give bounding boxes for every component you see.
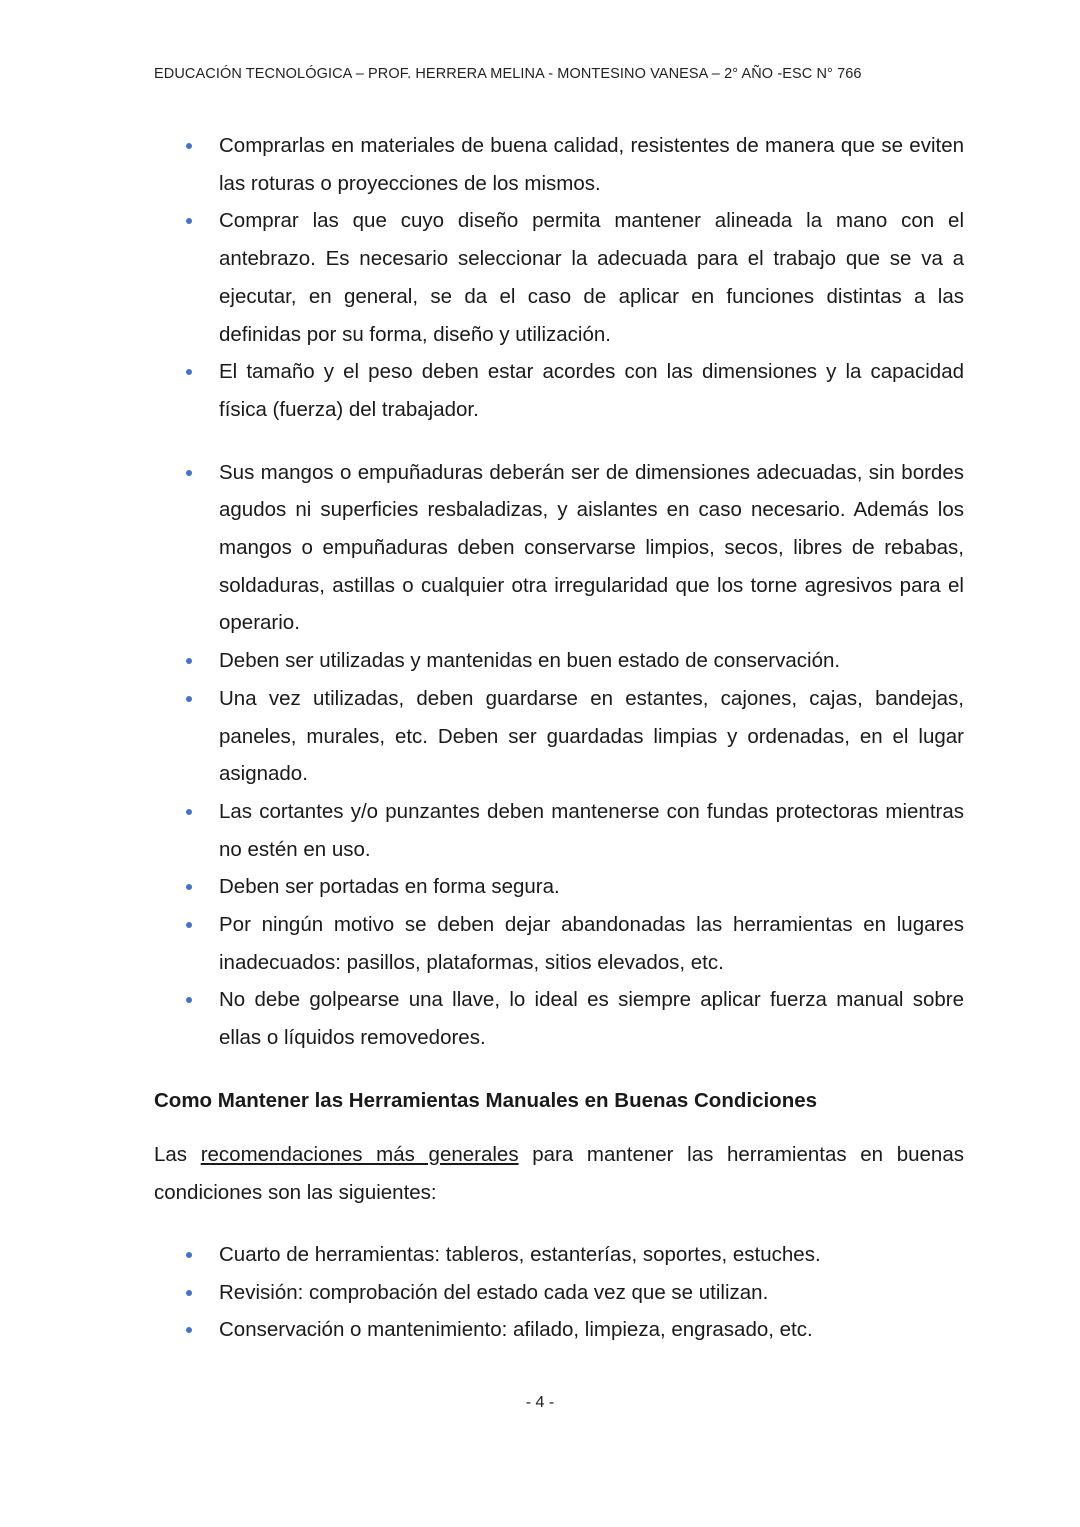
page-header: EDUCACIÓN TECNOLÓGICA – PROF. HERRERA MELINA - MONTESINO VANESA – 2° AÑO -ESC N° 766 <box>154 66 862 82</box>
list-item <box>154 127 964 202</box>
spacer <box>154 1212 964 1236</box>
bullet-icon <box>186 658 192 664</box>
intro-underlined-text: recomendaciones más generales <box>200 1142 519 1166</box>
list-item <box>154 1311 964 1349</box>
bullet-icon <box>186 809 192 815</box>
list-item <box>154 202 964 353</box>
bullet-icon <box>186 470 192 476</box>
list-item-text: Una vez utilizadas, deben guardarse en estantes, cajones, cajas, bandejas, paneles, murales, etc. Deben ser guardadas limpias y ordenadas, en el lugar asignado. <box>219 686 964 786</box>
list-item-text: El tamaño y el peso deben estar acordes con las dimensiones y la capacidad física (fuerza) del trabajador. <box>219 360 964 421</box>
list-item <box>154 906 964 981</box>
bullet-icon <box>186 143 192 149</box>
bullet-icon <box>186 997 192 1003</box>
bullet-icon <box>186 884 192 890</box>
list-item-text: Deben ser portadas en forma segura. <box>219 875 560 899</box>
list-item <box>154 353 964 428</box>
list-item-text: Cuarto de herramientas: tableros, estanterías, soportes, estuches. <box>219 1242 821 1266</box>
bullet-icon <box>186 1290 192 1296</box>
intro-paragraph <box>154 1136 964 1212</box>
list-item-text: Deben ser utilizadas y mantenidas en buen estado de conservación. <box>219 649 841 673</box>
bullet-list-2 <box>154 454 964 1057</box>
intro-text-after: para mantener las herramientas en buenas condiciones son las siguientes: <box>154 1142 964 1204</box>
list-item <box>154 868 964 906</box>
bullet-icon <box>186 696 192 702</box>
bullet-list-1 <box>154 127 964 429</box>
bullet-icon <box>186 922 192 928</box>
spacer <box>154 1057 964 1082</box>
list-item-text: Comprarlas en materiales de buena calidad, resistentes de manera que se eviten las roturas o proyecciones de los mismos. <box>219 134 964 195</box>
page-content <box>154 127 964 1349</box>
list-item <box>154 1274 964 1312</box>
bullet-icon <box>186 218 192 224</box>
page-number: - 4 - <box>525 1394 555 1411</box>
list-item <box>154 454 964 643</box>
list-item-text: Comprar las que cuyo diseño permita mantener alineada la mano con el antebrazo. Es necesario seleccionar la adecuada para el trabajo que se va a ejecutar, en general, se da el caso de aplicar en funciones distintas a las definidas por su forma, diseño y utilización. <box>219 209 964 346</box>
intro-text-before: Las <box>154 1142 201 1166</box>
list-item <box>154 981 964 1056</box>
spacer <box>154 429 964 454</box>
list-item-text: Sus mangos o empuñaduras deberán ser de dimensiones adecuadas, sin bordes agudos ni superficies resbaladizas, y aislantes en caso necesario. Además los mangos o empuñaduras deben conservarse limpios, secos, libres de rebabas, soldaduras, astillas o cualquier otra irregularidad que los torne agresivos para el operario. <box>219 460 964 635</box>
list-item <box>154 1236 964 1274</box>
list-item-text: Por ningún motivo se deben dejar abandonadas las herramientas en lugares inadecuados: pasillos, plataformas, sitios elevados, etc. <box>219 913 964 974</box>
bullet-icon <box>186 1327 192 1333</box>
bullet-list-3 <box>154 1236 964 1349</box>
bullet-icon <box>186 1252 192 1258</box>
list-item-text: No debe golpearse una llave, lo ideal es siempre aplicar fuerza manual sobre ellas o líquidos removedores. <box>219 988 964 1050</box>
list-item-text: Las cortantes y/o punzantes deben mantenerse con fundas protectoras mientras no estén en uso. <box>219 799 964 861</box>
list-item <box>154 642 964 680</box>
list-item-text: Conservación o mantenimiento: afilado, limpieza, engrasado, etc. <box>219 1318 813 1342</box>
list-item-text: Revisión: comprobación del estado cada vez que se utilizan. <box>219 1280 769 1304</box>
section-heading: Como Mantener las Herramientas Manuales en Buenas Condiciones <box>154 1088 818 1112</box>
list-item <box>154 680 964 793</box>
list-item <box>154 793 964 868</box>
bullet-icon <box>186 369 192 375</box>
